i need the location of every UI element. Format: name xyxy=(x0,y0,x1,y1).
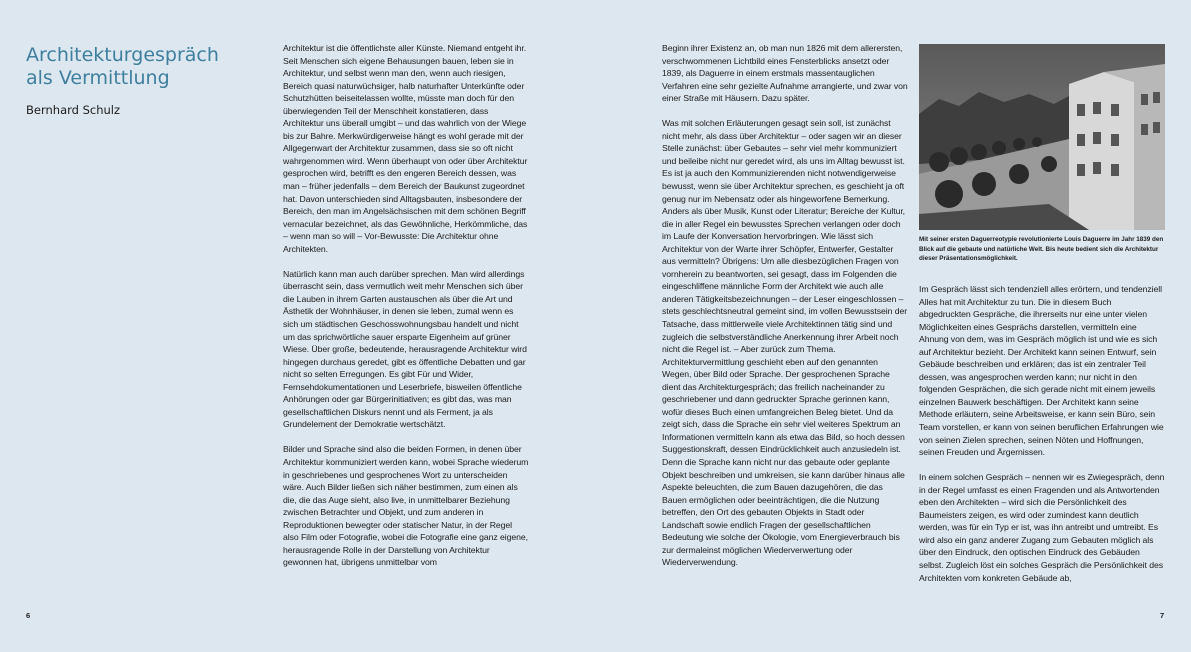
paragraph: Architektur ist die öffentlichste aller Künste. Niemand entgeht ihr. Seit Menschen sich eigene Behausungen bauen, leben sie in Architektur, und selbst wenn man den, wenn auch riesigen, Bereich quasi naturwüchsiger, halb naturhafter Unterkünfte oder Schutzhütten beiseitelassen wollte, müsste man doch für den überwiegenden Teil der Menschheit konstatieren, dass Architektur uns überall umgibt – und das wahrlich von der Wiege bis zur Bahre. Merkwürdigerweise hängt es wohl gerade mit der Allgegenwart der Architektur zusammen, dass sie so oft nicht wahrgenommen wird. Wenn überhaupt von oder über Architektur gesprochen wird, betrifft es den engeren Bereich dessen, was man – früher jedenfalls – dem Bereich der Baukunst zugeordnet hat. Davon unterschieden sind Alltagsbauten, insbesondere der Bereich, den man im Angelsächsischen mit dem schönen Begriff vernacular bezeichnet, als das Gewöhnliche, Herkömmliche, das – wenn man so will – Vor-Bewusste: Die Architektur ohne Architekten. xyxy=(283,43,528,254)
paragraph: Im Gespräch lässt sich tendenziell alles erörtern, und tendenziell Alles hat mit Architektur zu tun. Die in diesem Buch abgedruckten Gespräche, die ihrerseits nur eine unter vielen Möglichkeiten eines Gesprächs darstellen, vermitteln eine Ahnung von dem, was im Gespräch möglich ist und wie es sich auf Architektur bezieht. Der Architekt kann seinen Entwurf, sein Gebäude beschreiben und erklären; das ist ein zentraler Teil dessen, was angesprochen werden kann; nur nicht in den folgenden Gesprächen, die sich gerade nicht mit einem jeweils einzelnen Bauwerk beschäftigen. Der Architekt kann seine Methode erläutern, seine Arbeitsweise, er kann sein Büro, sein Team vorstellen, er kann von seinen beruflichen Erfahrungen wie von seinen Zielen sprechen, seinen Nöten und Hoffnungen, seinen Freuden und Ärgernissen. xyxy=(919,284,1164,458)
street-photo-icon xyxy=(919,44,1165,230)
photo-caption: Mit seiner ersten Daguerreotypie revolutionierte Louis Daguerre im Jahr 1839 den Blick auf die gebaute und natürliche Welt. Bis heute bedient sich die Architektur dieser Präsentationsmöglichkeit. xyxy=(919,236,1164,262)
title-line-2: als Vermittlung xyxy=(26,67,170,89)
paragraph: Bilder und Sprache sind also die beiden Formen, in denen über Architektur kommuniziert werden kann, wobei Sprache wiederum in geschriebenes und gesprochenes Wort zu unterscheiden wäre. Auch Bilder ließen sich näher bestimmen, zum einen als die, die das Auge sieht, also live, in unmittelbarer Beziehung zwischen Betrachter und Objekt, und zum anderen in Reproduktionen bewegter oder statischer Natur, in der Regel also Film oder Fotografie, wobei die Fotografie eine ganz eigene, herausragende Rolle in der Darstellung von Architektur gewonnen hat, übrigens unmittelbar vom xyxy=(283,444,529,568)
text-column-2 xyxy=(662,42,908,581)
text-column-1 xyxy=(283,42,529,581)
paragraph: In einem solchen Gespräch – nennen wir es Zwiegespräch, denn in der Regel umfasst es einen Fragenden und als Antwortenden eben den Architekten – wird sich die Persönlichkeit des Baumeisters zeigen, es wird oder zumindest kann deutlich werden, was für ein Typ er ist, was ihn antreibt und umtreibt. Es wird also ein ganz anderer Zugang zum Gebauten möglich als über den Eindruck, den optischen Eindruck des Gebäuden selbst. Zugleich löst ein solches Gespräch die Persönlichkeit des Architekten vom konkreten Gebäude ab, xyxy=(919,472,1165,583)
title-line-1: Architekturgespräch xyxy=(26,44,219,66)
paragraph: Was mit solchen Erläuterungen gesagt sein soll, ist zunächst nicht mehr, als dass über Architektur – oder sagen wir an dieser Stelle zunächst: über Gebautes – sehr viel mehr kommuniziert und beileibe nicht nur geredet wird, als uns im Alltag bewusst ist. Es ist ja auch den Kommunizierenden nicht notwendigerweise bewusst, wenn sie über Architektur sprechen, es geschieht ja oft genug nur im Nebensatz oder als hingeworfene Bemerkung. Anders als über Musik, Kunst oder Literatur; Bereiche der Kultur, die in aller Regel ein bewusstes Sprechen verlangen oder doch im Laufe der Konversation hervorbringen. Wie lässt sich Architektur von der Warte ihrer Schöpfer, Entwerfer, Gestalter aus vermitteln? Übrigens: Um alle diesbezüglichen Fragen von vornherein zu beantworten, sei gesagt, dass im Folgenden die eingeschliffene männliche Form der Architekt wie auch alle anderen Tätigkeitsbezeichnungen – der Leser eingeschlossen – stets geschlechtsneutral gemeint sind, im vollen Bewusstsein der Tatsache, dass mittlerweile viele Architektinnen tätig sind und zugleich die selbstverständliche Anerkennung ihrer Arbeit noch nicht die Regel ist. – Aber zurück zum Thema. Architekturvermittlung geschieht eben auf den genannten Wegen, über Bild oder Sprache. Der gesprochenen Sprache dient das Architekturgespräch; das freilich nacheinander zu geschriebener und dann gedruckter Sprache gerinnen kann, wofür dieses Buch einen umfangreichen Beleg bietet. Und da zeigt sich, dass die Sprache ein sehr viel weiteres Spektrum an Informationen vermitteln kann als etwa das Bild, so hoch dessen Suggestionskraft, dessen Eindrücklichkeit auch anzusiedeln ist. Denn die Sprache kann nicht nur das gebaute oder geplante Objekt beschreiben und umkreisen, sie kann darüber hinaus alle Aspekte beleuchten, die zum Bauen dazugehören, die das Bauen ermöglichen oder beeinträchtigen, die die Nutzung betreffen, den Ort des gebauten Objekts in Stadt oder Landschaft sowie endlich Fragen der gesellschaftlichen Bedeutung wie solche der Ökologie, vom Energieverbrauch bis zur dermaleinst möglichen Wiederverwertung oder Wiederverwendung. xyxy=(662,118,908,568)
paragraph: Beginn ihrer Existenz an, ob man nun 1826 mit dem allerersten, verschwommenen Lichtbild eines Fensterblicks ansetzt oder 1839, als Daguerre in einem erstmals massentauglichen Verfahren eine sehr gezielte Aufnahme arrangierte, und zwar von einer Straße mit Häusern. Dazu später. xyxy=(662,43,908,104)
page-title xyxy=(26,44,256,90)
text-column-3 xyxy=(919,283,1165,597)
page-number-left: 6 xyxy=(26,611,31,620)
page-number-right: 7 xyxy=(1160,611,1165,620)
paragraph: Natürlich kann man auch darüber sprechen. Man wird allerdings überrascht sein, dass vermutlich weit mehr Menschen sich über die Lauben in ihrem Garten austauschen als über die Art und Ästhetik der Wohnhäuser, in denen sie leben, zumal wenn es sich um städtischen Geschosswohnungsbau handelt und nicht um das sprichwörtliche sauer ersparte Eigenheim auf grüner Wiese. Über große, bedeutende, herausragende Architektur wird hingegen durchaus geredet, gibt es öffentliche Debatten und gar nicht so selten Erregungen. Es gibt Für und Wider, Fernsehdokumentationen und Leserbriefe, bisweilen öffentliche Anhörungen oder gar Bürgerinitiativen; es gibt das, was man gesellschaftlichen Diskurs nennt und als Ferment, ja als Grundelement der Demokratie wertschätzt. xyxy=(283,268,527,430)
author-name: Bernhard Schulz xyxy=(26,103,121,117)
daguerreotype-photo xyxy=(919,44,1165,230)
